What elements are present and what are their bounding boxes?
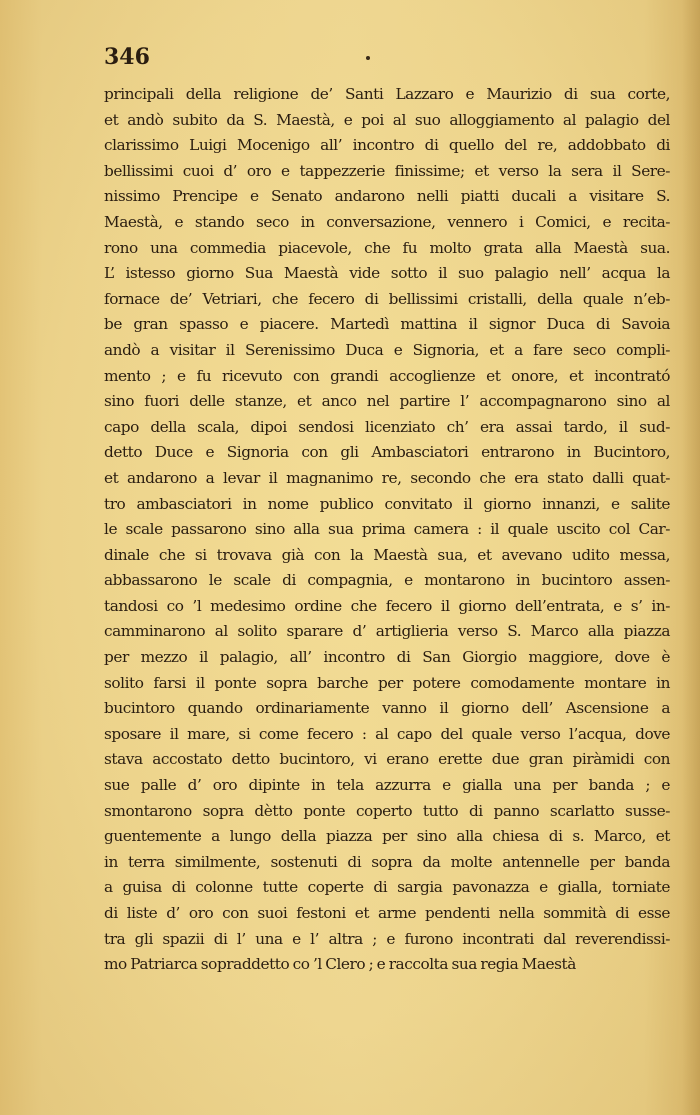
text-line: fornace de’ Vetriari, che fecero di bellissimi cristalli, della quale n’eb- [104, 289, 670, 308]
text-line: principali della religione de’ Santi Lazzaro e Maurizio di sua corte, [104, 85, 670, 103]
text-line: capo della scala, dipoi sendosi licenziato ch’ era assai tardo, il sud- [104, 417, 670, 436]
page-number: 346 [104, 44, 150, 70]
text-line: le scale passarono sino alla sua prima camera : il quale uscito col Car- [104, 520, 670, 539]
text-line: mo Patriarca sopraddetto co ’l Clero ; e raccolta sua regia Maestà [104, 955, 576, 974]
text-line: smontarono sopra dètto ponte coperto tutto di panno scarlatto susse- [104, 801, 670, 820]
text-line: bellissimi cuoi d’ oro e tappezzerie finissime; et verso la sera il Sere- [104, 161, 670, 180]
text-line: Maestà, e stando seco in conversazione, vennero i Comici, e recita- [104, 212, 670, 231]
text-line: sino fuori delle stanze, et anco nel partire l’ accompagnarono sino al [104, 392, 670, 411]
text-line: tra gli spazii di l’ una e l’ altra ; e furono incontrati dal reverendissi- [104, 929, 670, 948]
text-line: bucintoro quando ordinariamente vanno il giorno dell’ Ascensione a [104, 699, 670, 718]
text-line: di liste d’ oro con suoi festoni et arme pendenti nella sommità di esse [104, 904, 670, 922]
text-line: guentemente a lungo della piazza per sino alla chiesa di s. Marco, et [104, 827, 670, 846]
text-line: detto Duce e Signoria con gli Ambasciatori entrarono in Bucintoro, [104, 443, 670, 462]
text-line: in terra similmente, sostenuti di sopra da molte antennelle per banda [104, 852, 670, 871]
text-line: clarissimo Luigi Mocenigo all’ incontro di quello del re, addobbato di [104, 136, 670, 155]
text-line: tandosi co ’l medesimo ordine che fecero il giorno dell’entrata, e s’ in- [104, 596, 670, 615]
text-line: L’ istesso giorno Sua Maestà vide sotto il suo palagio nell’ acqua la [104, 264, 670, 283]
text-line: per mezzo il palagio, all’ incontro di San Giorgio maggiore, dove è [104, 648, 670, 667]
text-line: sue palle d’ oro dipinte in tela azzurra e gialla una per banda ; e [104, 776, 670, 795]
text-line: et andò subito da S. Maestà, e poi al suo alloggiamento al palagio del [104, 110, 670, 129]
text-line: be gran spasso e piacere. Martedì mattina il signor Duca di Savoia [104, 315, 670, 334]
ink-speck [366, 56, 370, 60]
text-line: a guisa di colonne tutte coperte di sargia pavonazza e gialla, torniate [104, 878, 670, 897]
body-text [104, 82, 670, 978]
text-line: dinale che si trovava già con la Maestà sua, et avevano udito messa, [104, 545, 670, 564]
page-edge-shadow [682, 0, 700, 1115]
text-line: camminarono al solito sparare d’ artiglieria verso S. Marco alla piazza [104, 622, 670, 641]
text-line: rono una commedia piacevole, che fu molto grata alla Maestà sua. [104, 238, 670, 257]
text-line: et andarono a levar il magnanimo re, secondo che era stato dalli quat- [104, 468, 670, 487]
text-line: tro ambasciatori in nome publico convitato il giorno innanzi, e salite [104, 494, 670, 513]
text-line: solito farsi il ponte sopra barche per potere comodamente montare in [104, 673, 670, 692]
text-line: sposare il mare, si come fecero : al capo del quale verso l’acqua, dove [104, 724, 670, 743]
text-line: mento ; e fu ricevuto con grandi accoglienze et onore, et incontrató [104, 366, 670, 385]
text-line: stava accostato detto bucintoro, vi erano erette due gran piràmidi con [104, 750, 670, 769]
text-line: nissimo Prencipe e Senato andarono nelli piatti ducali a visitare S. [104, 187, 670, 206]
text-line: abbassarono le scale di compagnia, e montarono in bucintoro assen- [104, 571, 670, 590]
text-line: andò a visitar il Serenissimo Duca e Signoria, et a fare seco compli- [104, 340, 670, 359]
